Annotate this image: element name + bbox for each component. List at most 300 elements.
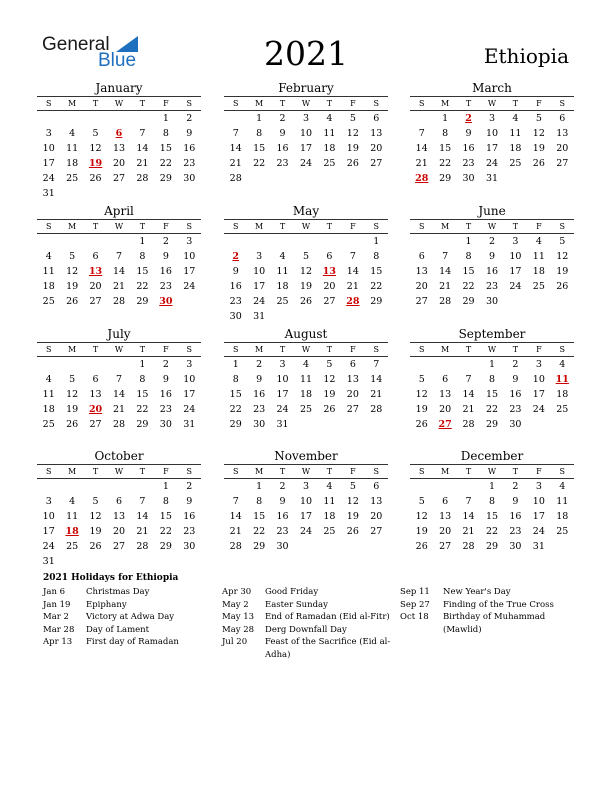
day-cell: 16 bbox=[183, 511, 196, 522]
day-cell: 23 bbox=[276, 158, 289, 169]
day-cell: 26 bbox=[346, 526, 359, 537]
day-cell: 25 bbox=[42, 419, 55, 430]
day-cell: 4 bbox=[535, 236, 542, 247]
holiday-row bbox=[43, 599, 221, 612]
day-cell: 26 bbox=[415, 419, 428, 430]
day-cell: 16 bbox=[229, 281, 242, 292]
holiday-day-cell: 28 bbox=[415, 173, 429, 184]
empty-day-cell bbox=[37, 111, 60, 126]
day-cell: 11 bbox=[556, 496, 569, 507]
day-cell: 19 bbox=[346, 511, 359, 522]
day-cell: 4 bbox=[326, 113, 333, 124]
weekday-header: T bbox=[84, 343, 107, 357]
day-cell: 6 bbox=[373, 113, 380, 124]
day-cell: 5 bbox=[559, 236, 566, 247]
day-cell: 6 bbox=[92, 374, 99, 385]
day-cell: 2 bbox=[279, 113, 286, 124]
day-cell: 8 bbox=[139, 374, 146, 385]
day-cell: 27 bbox=[415, 296, 428, 307]
weekday-header: T bbox=[271, 97, 294, 111]
month-name: March bbox=[472, 81, 512, 95]
weekday-header: W bbox=[294, 97, 317, 111]
day-cell: 18 bbox=[509, 143, 522, 154]
day-cell: 1 bbox=[373, 236, 380, 247]
day-cell: 6 bbox=[373, 481, 380, 492]
weekday-header: F bbox=[341, 465, 364, 479]
day-cell: 12 bbox=[66, 266, 79, 277]
weekday-header: T bbox=[457, 220, 480, 234]
day-cell: 5 bbox=[418, 496, 425, 507]
day-cell: 9 bbox=[186, 496, 193, 507]
weekday-header: T bbox=[271, 343, 294, 357]
weekday-header: S bbox=[365, 465, 388, 479]
day-cell: 27 bbox=[112, 173, 126, 184]
empty-day-cell bbox=[107, 234, 130, 249]
day-cell: 3 bbox=[512, 236, 519, 247]
day-cell: 29 bbox=[159, 173, 172, 184]
day-cell: 26 bbox=[66, 296, 79, 307]
day-cell: 26 bbox=[66, 419, 79, 430]
weekday-header: W bbox=[480, 343, 503, 357]
month-name: January bbox=[95, 81, 143, 95]
empty-day-cell bbox=[37, 357, 60, 372]
empty-day-cell bbox=[457, 479, 480, 494]
weekday-header: T bbox=[84, 465, 107, 479]
day-cell: 3 bbox=[535, 359, 542, 370]
day-cell: 12 bbox=[532, 128, 545, 139]
day-cell: 7 bbox=[115, 251, 123, 262]
day-cell: 29 bbox=[136, 296, 149, 307]
weekday-header: T bbox=[271, 220, 294, 234]
holiday-name: Epiphany bbox=[86, 599, 127, 610]
day-cell: 18 bbox=[323, 143, 336, 154]
day-cell: 4 bbox=[559, 359, 566, 370]
weekday-header: S bbox=[410, 97, 433, 111]
month-name: December bbox=[460, 449, 524, 463]
day-cell: 30 bbox=[229, 311, 242, 322]
weekday-header: M bbox=[433, 465, 456, 479]
day-cell: 10 bbox=[183, 374, 196, 385]
weekday-header: F bbox=[341, 343, 364, 357]
day-cell: 21 bbox=[346, 281, 359, 292]
day-cell: 4 bbox=[45, 374, 52, 385]
holiday-day-cell: 30 bbox=[159, 296, 173, 307]
day-cell: 29 bbox=[136, 419, 149, 430]
day-cell: 3 bbox=[45, 128, 52, 139]
weekday-header: T bbox=[131, 97, 154, 111]
day-cell: 16 bbox=[509, 511, 522, 522]
holiday-day-cell: 2 bbox=[465, 113, 472, 124]
weekday-header: S bbox=[37, 343, 60, 357]
day-cell: 29 bbox=[159, 541, 172, 552]
day-cell: 21 bbox=[370, 389, 383, 400]
day-cell: 14 bbox=[415, 143, 428, 154]
day-cell: 24 bbox=[299, 526, 313, 537]
day-cell: 28 bbox=[229, 541, 242, 552]
month-november bbox=[224, 448, 388, 554]
holiday-day-cell: 28 bbox=[346, 296, 360, 307]
day-cell: 25 bbox=[509, 158, 522, 169]
day-cell: 29 bbox=[229, 419, 242, 430]
holiday-row bbox=[400, 586, 578, 599]
day-cell: 16 bbox=[485, 266, 499, 277]
day-cell: 7 bbox=[115, 374, 123, 385]
weekday-header: S bbox=[224, 465, 247, 479]
empty-day-cell bbox=[410, 111, 433, 126]
month-grid bbox=[224, 343, 388, 432]
weekday-header: M bbox=[60, 465, 83, 479]
weekday-header: T bbox=[318, 465, 341, 479]
day-cell: 16 bbox=[159, 389, 172, 400]
day-cell: 27 bbox=[439, 541, 452, 552]
day-cell: 12 bbox=[89, 143, 102, 154]
day-cell: 14 bbox=[462, 511, 475, 522]
day-cell: 19 bbox=[346, 143, 359, 154]
day-cell: 28 bbox=[462, 541, 475, 552]
empty-day-cell bbox=[224, 111, 247, 126]
day-cell: 22 bbox=[485, 404, 499, 415]
holiday-name: New Year's Day bbox=[443, 587, 511, 597]
day-cell: 25 bbox=[299, 404, 313, 415]
empty-day-cell bbox=[131, 111, 154, 126]
empty-day-cell bbox=[318, 234, 341, 249]
day-cell: 15 bbox=[159, 511, 172, 522]
month-december bbox=[410, 448, 574, 554]
day-cell: 9 bbox=[279, 128, 286, 139]
day-cell: 30 bbox=[509, 541, 522, 552]
day-cell: 3 bbox=[488, 113, 496, 124]
day-cell: 8 bbox=[488, 496, 496, 507]
day-cell: 3 bbox=[256, 251, 263, 262]
holiday-date: May 13 bbox=[222, 612, 255, 622]
day-cell: 8 bbox=[139, 251, 146, 262]
holiday-day-cell: 20 bbox=[88, 404, 103, 415]
day-cell: 2 bbox=[512, 481, 519, 492]
day-cell: 14 bbox=[370, 374, 383, 385]
day-cell: 5 bbox=[326, 359, 333, 370]
day-cell: 9 bbox=[512, 496, 519, 507]
holiday-row bbox=[43, 636, 221, 649]
holiday-row bbox=[222, 611, 400, 624]
day-cell: 6 bbox=[349, 359, 356, 370]
empty-day-cell bbox=[107, 479, 130, 494]
day-cell: 14 bbox=[112, 266, 126, 277]
month-name: April bbox=[104, 204, 134, 218]
weekday-header: W bbox=[480, 97, 503, 111]
weekday-header: T bbox=[457, 465, 480, 479]
day-cell: 16 bbox=[509, 389, 522, 400]
empty-day-cell bbox=[84, 357, 107, 372]
calendar-country: Ethiopia bbox=[483, 44, 569, 68]
day-cell: 1 bbox=[256, 481, 263, 492]
holiday-date: Mar 28 bbox=[43, 624, 75, 635]
weekday-header: M bbox=[433, 97, 456, 111]
day-cell: 5 bbox=[302, 251, 310, 262]
day-cell: 1 bbox=[162, 113, 169, 124]
day-cell: 14 bbox=[346, 266, 359, 277]
day-cell: 27 bbox=[370, 158, 383, 169]
empty-day-cell bbox=[433, 357, 456, 372]
weekday-header: T bbox=[131, 220, 154, 234]
day-cell: 20 bbox=[439, 404, 452, 415]
day-cell: 12 bbox=[346, 496, 359, 507]
day-cell: 24 bbox=[253, 296, 266, 307]
day-cell: 25 bbox=[66, 541, 79, 552]
day-cell: 10 bbox=[509, 251, 522, 262]
day-cell: 10 bbox=[42, 143, 55, 154]
day-cell: 4 bbox=[302, 359, 310, 370]
day-cell: 26 bbox=[346, 158, 359, 169]
day-cell: 19 bbox=[299, 281, 313, 292]
month-february bbox=[224, 80, 388, 186]
weekday-header: S bbox=[178, 220, 201, 234]
day-cell: 20 bbox=[89, 281, 102, 292]
day-cell: 10 bbox=[532, 496, 545, 507]
day-cell: 22 bbox=[136, 404, 149, 415]
day-cell: 17 bbox=[253, 281, 266, 292]
day-cell: 18 bbox=[323, 511, 336, 522]
day-cell: 7 bbox=[465, 374, 472, 385]
day-cell: 7 bbox=[232, 496, 239, 507]
day-cell: 23 bbox=[159, 281, 172, 292]
weekday-header: M bbox=[433, 343, 456, 357]
holiday-name: Finding of the True Cross bbox=[443, 599, 554, 610]
day-cell: 6 bbox=[115, 496, 123, 507]
weekday-header: T bbox=[84, 220, 107, 234]
day-cell: 9 bbox=[162, 251, 169, 262]
holiday-name: Derg Downfall Day bbox=[265, 624, 347, 635]
day-cell: 19 bbox=[415, 404, 428, 415]
day-cell: 10 bbox=[299, 128, 313, 139]
day-cell: 17 bbox=[532, 389, 545, 400]
month-january bbox=[37, 80, 201, 201]
day-cell: 8 bbox=[256, 496, 263, 507]
day-cell: 3 bbox=[186, 359, 193, 370]
day-cell: 17 bbox=[485, 143, 499, 154]
month-april bbox=[37, 203, 201, 309]
day-cell: 8 bbox=[373, 251, 380, 262]
day-cell: 15 bbox=[462, 266, 475, 277]
day-cell: 20 bbox=[439, 526, 452, 537]
day-cell: 20 bbox=[323, 281, 336, 292]
holiday-date: Sep 27 bbox=[400, 599, 430, 610]
day-cell: 31 bbox=[485, 173, 499, 184]
day-cell: 20 bbox=[370, 511, 383, 522]
month-grid bbox=[37, 97, 201, 201]
day-cell: 9 bbox=[488, 251, 496, 262]
day-cell: 17 bbox=[532, 511, 545, 522]
day-cell: 13 bbox=[370, 128, 383, 139]
day-cell: 17 bbox=[509, 266, 522, 277]
day-cell: 18 bbox=[532, 266, 545, 277]
month-name: June bbox=[478, 204, 506, 218]
day-cell: 4 bbox=[559, 481, 566, 492]
day-cell: 20 bbox=[346, 389, 359, 400]
weekday-header: W bbox=[294, 465, 317, 479]
holidays-title: 2021 Holidays for Ethiopia bbox=[43, 573, 179, 583]
day-cell: 18 bbox=[556, 389, 569, 400]
day-cell: 23 bbox=[509, 526, 522, 537]
day-cell: 17 bbox=[183, 389, 196, 400]
holiday-date: May 2 bbox=[222, 599, 249, 610]
month-may bbox=[224, 203, 388, 324]
day-cell: 15 bbox=[485, 389, 499, 400]
day-cell: 8 bbox=[256, 128, 263, 139]
empty-day-cell bbox=[60, 111, 83, 126]
day-cell: 15 bbox=[485, 511, 499, 522]
weekday-header: F bbox=[341, 220, 364, 234]
holiday-name: Day of Lament bbox=[86, 624, 150, 635]
day-cell: 1 bbox=[139, 359, 146, 370]
day-cell: 14 bbox=[136, 511, 149, 522]
day-cell: 27 bbox=[112, 541, 126, 552]
weekday-header: F bbox=[527, 97, 550, 111]
day-cell: 3 bbox=[186, 236, 193, 247]
day-cell: 18 bbox=[42, 281, 55, 292]
day-cell: 6 bbox=[92, 251, 99, 262]
day-cell: 31 bbox=[532, 541, 545, 552]
day-cell: 19 bbox=[556, 266, 569, 277]
day-cell: 20 bbox=[556, 143, 569, 154]
day-cell: 5 bbox=[69, 374, 76, 385]
holiday-row bbox=[222, 599, 400, 612]
day-cell: 11 bbox=[509, 128, 522, 139]
day-cell: 18 bbox=[556, 511, 569, 522]
holiday-name: Good Friday bbox=[265, 587, 319, 597]
weekday-header: F bbox=[527, 220, 550, 234]
day-cell: 17 bbox=[299, 143, 313, 154]
holiday-row bbox=[400, 599, 578, 612]
day-cell: 11 bbox=[323, 128, 336, 139]
day-cell: 31 bbox=[42, 188, 55, 199]
month-grid bbox=[410, 97, 574, 186]
calendar-year: 2021 bbox=[264, 34, 348, 73]
weekday-header: W bbox=[480, 220, 503, 234]
day-cell: 28 bbox=[229, 173, 242, 184]
brand-blue-text: Blue bbox=[98, 50, 137, 71]
weekday-header: M bbox=[247, 343, 270, 357]
day-cell: 3 bbox=[45, 496, 52, 507]
day-cell: 18 bbox=[66, 158, 79, 169]
day-cell: 2 bbox=[512, 359, 519, 370]
holiday-day-cell: 13 bbox=[322, 266, 337, 277]
day-cell: 21 bbox=[112, 281, 126, 292]
day-cell: 25 bbox=[556, 526, 569, 537]
day-cell: 7 bbox=[139, 496, 146, 507]
day-cell: 13 bbox=[346, 374, 359, 385]
day-cell: 12 bbox=[66, 389, 79, 400]
day-cell: 19 bbox=[66, 404, 79, 415]
day-cell: 13 bbox=[112, 143, 126, 154]
day-cell: 22 bbox=[370, 281, 383, 292]
month-grid bbox=[410, 465, 574, 554]
day-cell: 29 bbox=[462, 296, 475, 307]
day-cell: 17 bbox=[276, 389, 289, 400]
holiday-column bbox=[400, 586, 578, 636]
day-cell: 19 bbox=[66, 281, 79, 292]
empty-day-cell bbox=[410, 479, 433, 494]
day-cell: 16 bbox=[159, 266, 172, 277]
day-cell: 15 bbox=[229, 389, 242, 400]
day-cell: 6 bbox=[442, 374, 449, 385]
day-cell: 23 bbox=[183, 526, 196, 537]
month-name: October bbox=[94, 449, 144, 463]
day-cell: 24 bbox=[299, 158, 313, 169]
day-cell: 2 bbox=[162, 236, 169, 247]
weekday-header: T bbox=[457, 97, 480, 111]
day-cell: 4 bbox=[326, 481, 333, 492]
holiday-row bbox=[400, 611, 578, 636]
holiday-name: Birthday of Muhammad (Mawlid) bbox=[443, 612, 546, 635]
brand-general-text: General bbox=[42, 34, 110, 55]
weekday-header: T bbox=[504, 97, 527, 111]
day-cell: 12 bbox=[415, 511, 428, 522]
day-cell: 1 bbox=[162, 481, 169, 492]
weekday-header: S bbox=[410, 343, 433, 357]
day-cell: 16 bbox=[276, 143, 289, 154]
day-cell: 7 bbox=[373, 359, 380, 370]
day-cell: 5 bbox=[92, 496, 99, 507]
day-cell: 8 bbox=[488, 374, 496, 385]
holiday-date: Oct 18 bbox=[400, 612, 429, 622]
weekday-header: T bbox=[504, 220, 527, 234]
empty-day-cell bbox=[84, 234, 107, 249]
weekday-header: S bbox=[224, 343, 247, 357]
day-cell: 8 bbox=[232, 374, 239, 385]
day-cell: 23 bbox=[276, 526, 289, 537]
weekday-header: W bbox=[480, 465, 503, 479]
day-cell: 22 bbox=[462, 281, 475, 292]
holiday-name: Easter Sunday bbox=[265, 599, 328, 610]
day-cell: 2 bbox=[488, 236, 496, 247]
day-cell: 24 bbox=[532, 404, 545, 415]
weekday-header: S bbox=[365, 220, 388, 234]
day-cell: 11 bbox=[532, 251, 545, 262]
day-cell: 23 bbox=[485, 281, 499, 292]
day-cell: 11 bbox=[42, 389, 55, 400]
day-cell: 17 bbox=[183, 266, 196, 277]
day-cell: 20 bbox=[370, 143, 383, 154]
month-name: August bbox=[284, 327, 328, 341]
day-cell: 10 bbox=[253, 266, 266, 277]
day-cell: 25 bbox=[276, 296, 289, 307]
day-cell: 26 bbox=[532, 158, 545, 169]
weekday-header: F bbox=[154, 97, 177, 111]
day-cell: 4 bbox=[69, 128, 76, 139]
day-cell: 3 bbox=[302, 481, 310, 492]
weekday-header: F bbox=[341, 97, 364, 111]
day-cell: 21 bbox=[112, 404, 126, 415]
weekday-header: S bbox=[410, 220, 433, 234]
day-cell: 30 bbox=[253, 419, 266, 430]
day-cell: 22 bbox=[439, 158, 452, 169]
day-cell: 21 bbox=[136, 526, 149, 537]
day-cell: 21 bbox=[229, 526, 242, 537]
day-cell: 2 bbox=[279, 481, 286, 492]
day-cell: 11 bbox=[276, 266, 289, 277]
month-august bbox=[224, 326, 388, 432]
day-cell: 11 bbox=[299, 374, 313, 385]
weekday-header: S bbox=[178, 343, 201, 357]
month-september bbox=[410, 326, 574, 432]
day-cell: 24 bbox=[42, 541, 55, 552]
weekday-header: M bbox=[60, 97, 83, 111]
weekday-header: S bbox=[365, 343, 388, 357]
day-cell: 10 bbox=[532, 374, 545, 385]
day-cell: 1 bbox=[232, 359, 239, 370]
day-cell: 26 bbox=[556, 281, 569, 292]
holiday-day-cell: 18 bbox=[65, 526, 79, 537]
